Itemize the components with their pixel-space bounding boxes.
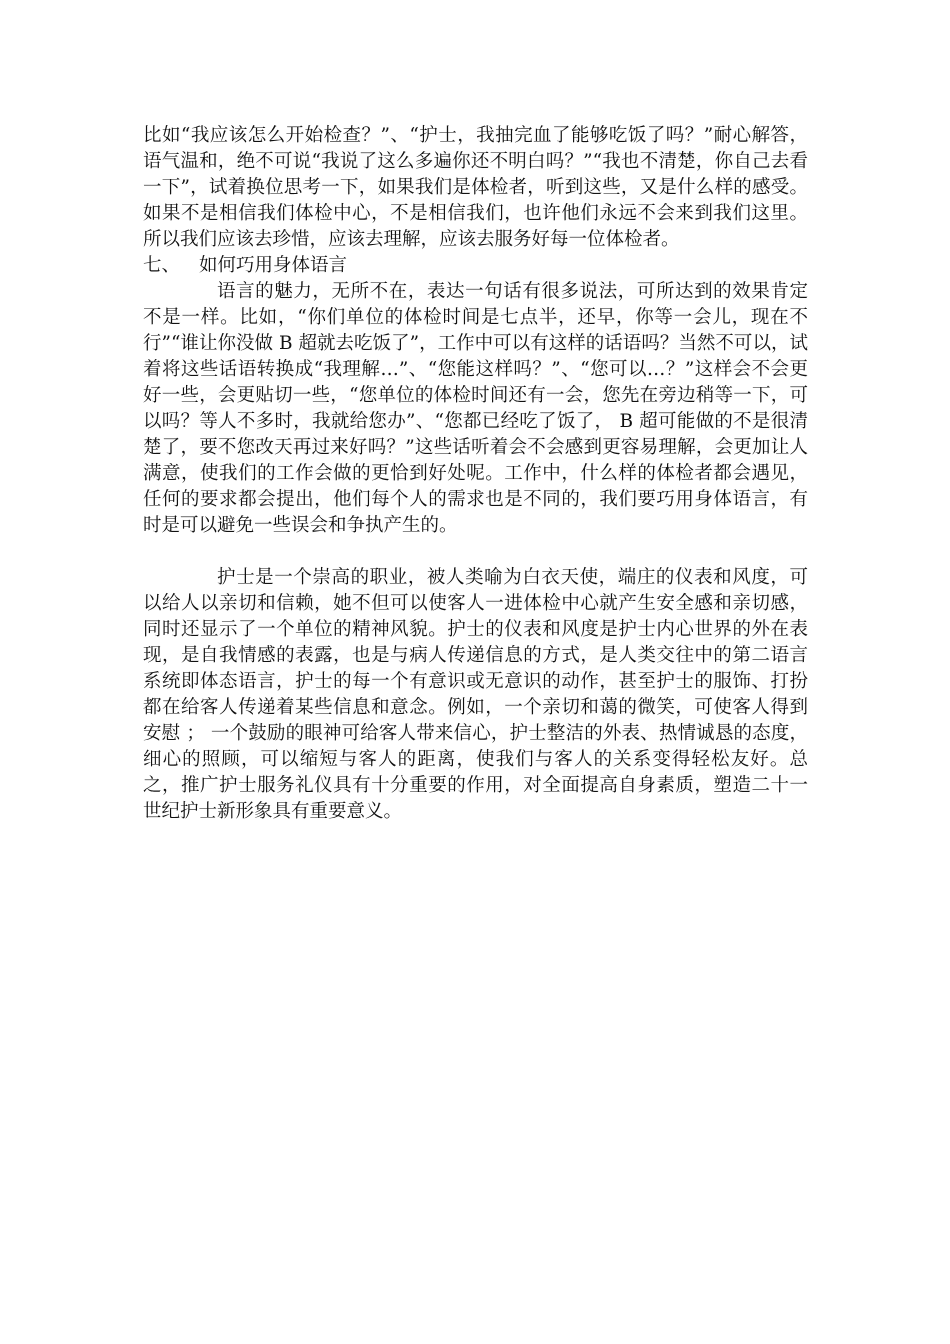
paragraph-empathy: 比如“我应该怎么开始检查？”、“护士，我抽完血了能够吃饭了吗？”耐心解答，语气温和，绝不可说“我说了这么多遍你还不明白吗？”“我也不清楚，你自己去看一下”，试着换位思考一下，如果我们是体检者，听到这些，又是什么样的感受。如果不是相信我们体检中心，不是相信我们，也许他们永远不会来到我们这里。所以我们应该去珍惜，应该去理解，应该去服务好每一位体检者。 — [143, 125, 808, 250]
document-body — [143, 123, 808, 825]
section-number: 七、 — [143, 255, 181, 276]
section-title: 如何巧用身体语言 — [199, 255, 348, 276]
paragraph-nurse-etiquette: 护士是一个崇高的职业，被人类喻为白衣天使，端庄的仪表和风度，可以给人以亲切和信赖，她不但可以使客人一进体检中心就产生安全感和亲切感，同时还显示了一个单位的精神风貌。护士的仪表和风度是护士内心世界的外在表现，是自我情感的表露，也是与病人传递信息的方式，是人类交往中的第二语言系统即体态语言，护士的每一个有意识或无意识的动作，甚至护士的服饰、打扮都在给客人传递着某些信息和意念。例如，一个亲切和蔼的微笑，可使客人得到安慰 ； 一个鼓励的眼神可给客人带来信心，护士整洁的外表、热情诚恳的态度，细心的照顾，可以缩短与客人的距离，使我们与客人的关系变得轻松友好。总之，推广护士服务礼仪具有十分重要的作用，对全面提高自身素质，塑造二十一世纪护士新形象具有重要意义。 — [143, 567, 808, 822]
paragraph-language: 语言的魅力，无所不在，表达一句话有很多说法，可所达到的效果肯定不是一样。比如，“你们单位的体检时间是七点半，还早，你等一会儿，现在不行”“谁让你没做 B 超就去吃饭了”，工作中可以有这样的话语吗？当然不可以，试着将这些话语转换成“我理解…”、“您能这样吗？”、“您可以…？”这样会不会更好一些，会更贴切一些，“您单位的体检时间还有一会，您先在旁边稍等一下，可以吗？等人不多时，我就给您办”、“您都已经吃了饭了， B 超可能做的不是很清楚了，要不您改天再过来好吗？”这些话听着会不会感到更容易理解，会更加让人满意，使我们的工作会做的更恰到好处呢。工作中，什么样的体检者都会遇见，任何的要求都会提出，他们每个人的需求也是不同的，我们要巧用身体语言，有时是可以避免一些误会和争执产生的。 — [143, 281, 808, 536]
section-heading — [143, 253, 808, 279]
paragraph-spacer — [143, 539, 808, 565]
